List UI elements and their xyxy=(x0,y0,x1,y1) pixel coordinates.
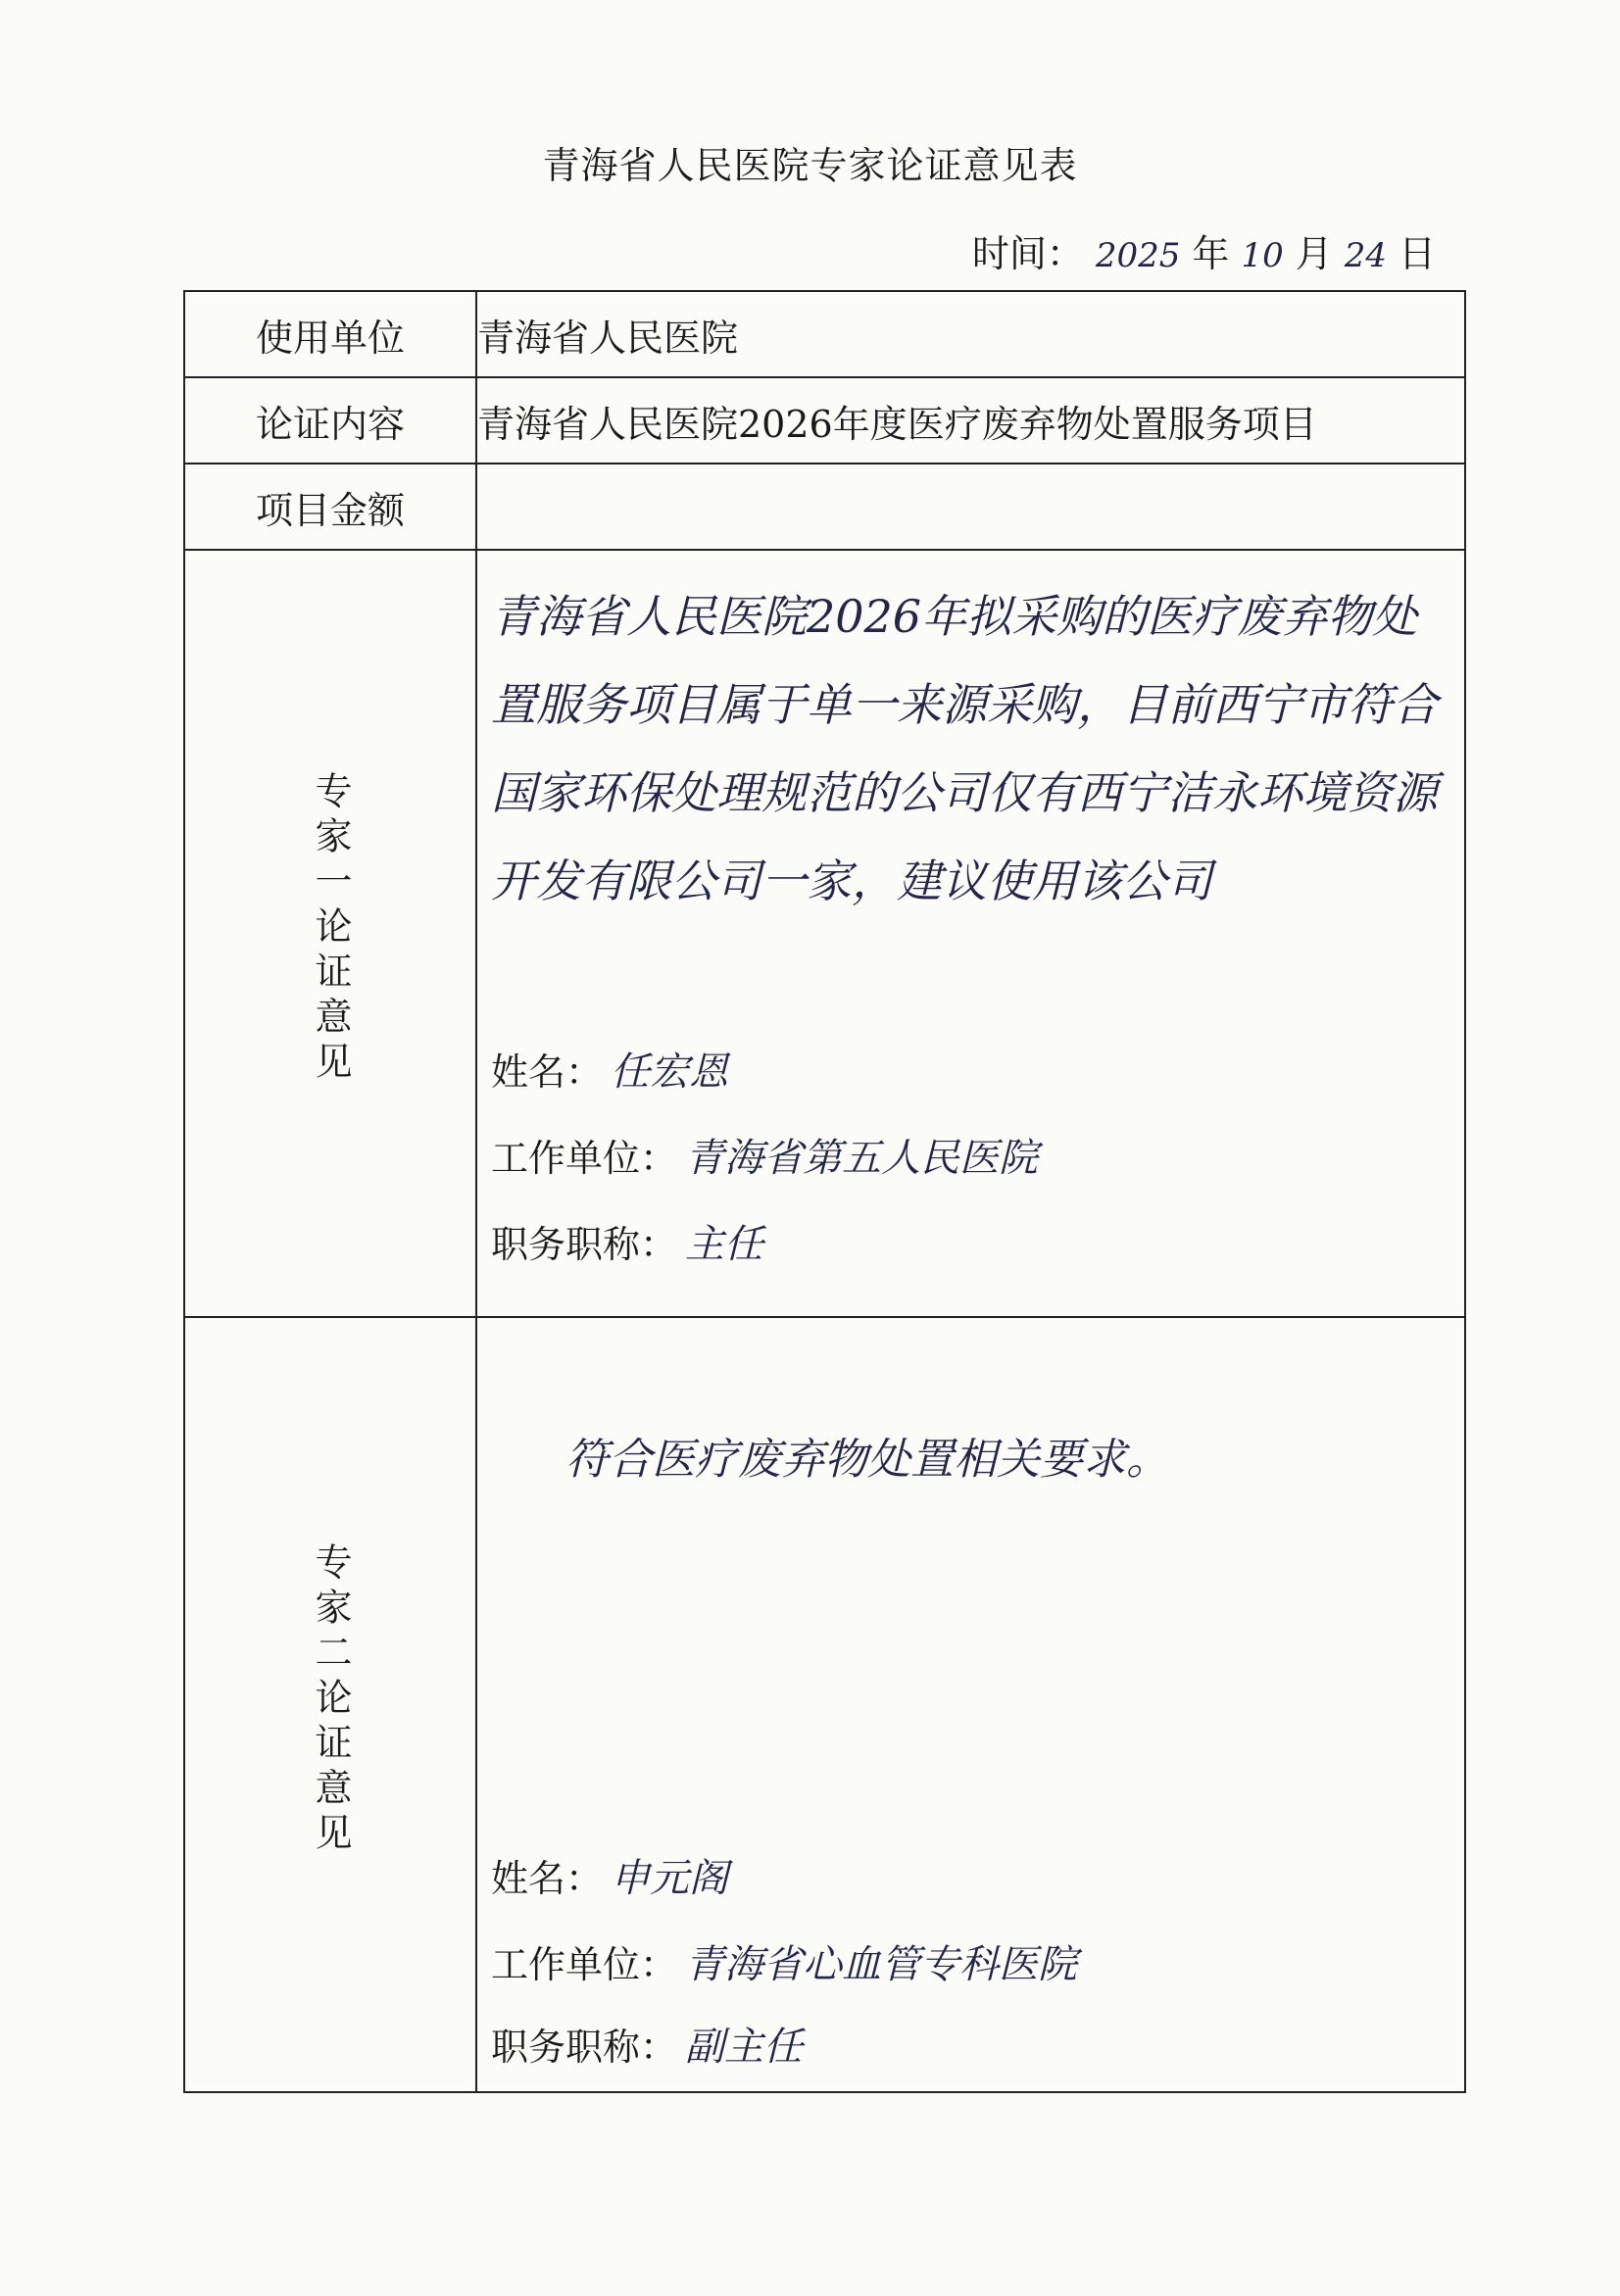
row-amount xyxy=(184,464,1465,550)
amount-value xyxy=(476,464,1465,550)
expert1-opinion-cell xyxy=(476,550,1465,1317)
expert1-org-label: 工作单位： xyxy=(491,1137,678,1180)
expert1-name-line xyxy=(491,1041,1450,1097)
expert1-org-line xyxy=(491,1127,1450,1183)
expert1-title-line xyxy=(491,1213,1450,1269)
expert1-opinion: 青海省人民医院2026年拟采购的医疗废弃物处置服务项目属于单一来源采购，目前西宁市符合国家环保处理规范的公司仅有西宁洁永环境资源开发有限公司一家，建议使用该公司 xyxy=(491,590,1438,907)
expert2-name: 申元阁 xyxy=(611,1856,729,1901)
unit-value: 青海省人民医院 xyxy=(476,291,1465,377)
date-line xyxy=(972,223,1436,277)
content-value: 青海省人民医院2026年度医疗废弃物处置服务项目 xyxy=(476,377,1465,464)
row-expert1 xyxy=(184,550,1465,1317)
date-year-unit: 年 xyxy=(1192,232,1230,275)
expert2-label: 专家二论证意见 xyxy=(309,1542,352,1858)
date-day: 24 xyxy=(1344,236,1387,275)
date-year: 2025 xyxy=(1095,236,1181,275)
expert1-title: 主任 xyxy=(685,1222,764,1267)
expert2-title: 副主任 xyxy=(685,2025,804,2070)
expert2-title-line xyxy=(491,2016,1450,2072)
expert2-opinion-cell xyxy=(476,1317,1465,2092)
date-month-unit: 月 xyxy=(1295,232,1333,275)
expert2-title-label: 职务职称： xyxy=(491,2026,678,2069)
form-title: 青海省人民医院专家论证意见表 xyxy=(542,144,1078,187)
opinion-form-table xyxy=(183,290,1466,2093)
amount-label: 项目金额 xyxy=(184,464,476,550)
date-day-unit: 日 xyxy=(1398,232,1436,275)
date-label: 时间： xyxy=(971,232,1084,275)
expert2-opinion: 符合医疗废弃物处置相关要求。 xyxy=(565,1435,1169,1485)
expert1-label: 专家一论证意见 xyxy=(309,771,352,1087)
row-content xyxy=(184,377,1465,464)
expert1-name: 任宏恩 xyxy=(611,1050,729,1095)
expert2-org-label: 工作单位： xyxy=(491,1943,678,1986)
expert1-org: 青海省第五人民医院 xyxy=(685,1136,1039,1181)
expert2-name-line xyxy=(491,1847,1450,1903)
expert1-title-label: 职务职称： xyxy=(491,1223,678,1266)
expert2-label-cell xyxy=(184,1317,476,2092)
unit-label: 使用单位 xyxy=(184,291,476,377)
content-label: 论证内容 xyxy=(184,377,476,464)
date-month: 10 xyxy=(1241,236,1284,275)
expert2-org: 青海省心血管专科医院 xyxy=(685,1942,1078,1987)
row-unit xyxy=(184,291,1465,377)
expert2-org-line xyxy=(491,1933,1450,1989)
expert1-label-cell xyxy=(184,550,476,1317)
expert1-name-label: 姓名： xyxy=(491,1050,604,1094)
row-expert2 xyxy=(184,1317,1465,2092)
expert2-name-label: 姓名： xyxy=(491,1857,604,1900)
